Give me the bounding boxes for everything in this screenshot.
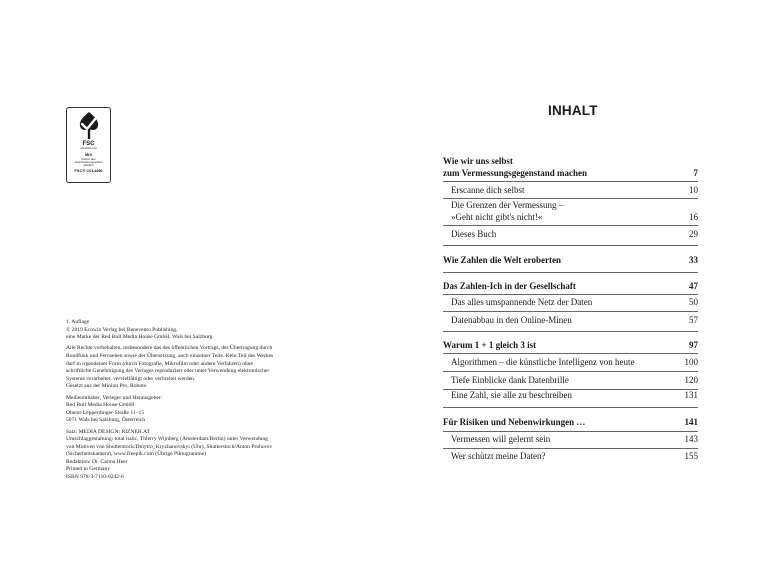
toc-title-line: »Geht nicht gibt's nicht!«: [451, 211, 543, 222]
toc-entry-title: Eine Zahl, sie alle zu beschreiben: [451, 390, 572, 400]
imprint-line: (Sicherheitskamera), www.freepik.com (Übrige Piktogramme): [66, 451, 207, 458]
imprint-line: Rundfunk und Fernsehen sowie der Übersetzung, auch einzelner Teile. Kein Teil des Werkes: [66, 352, 274, 359]
imprint-line: Systeme verarbeitet, vervielfältigt oder verbreitet werden.: [66, 375, 196, 382]
toc-chapter-title: Für Risiken und Nebenwirkungen …: [443, 417, 586, 427]
toc-chapter-title: Wie Zahlen die Welt eroberten: [443, 255, 561, 265]
toc-page-number: 143: [684, 434, 698, 444]
toc-entry[interactable]: [443, 200, 698, 223]
imprint-edition: [66, 319, 328, 342]
toc-entry[interactable]: [443, 229, 698, 241]
imprint-line: Redaktion: Dr. Carina Heer: [66, 458, 128, 465]
toc-page-number: 16: [689, 211, 698, 222]
toc-entry[interactable]: [443, 434, 698, 446]
toc-page-number: 120: [684, 375, 698, 385]
imprint-line: Oberst-Lepperdinger-Straße 11–15: [66, 409, 145, 416]
toc-divider: [443, 353, 698, 354]
imprint-line: Umschlaggestaltung: total italic, Thierry Wijnberg (Amsterdam/Berlin) unter Verwendung: [66, 436, 268, 443]
imprint-line: darf in irgendeiner Form (durch Fotografie, Mikrofilm oder andere Verfahren) ohne: [66, 360, 253, 367]
toc-chapter[interactable]: [443, 417, 698, 429]
toc-entry[interactable]: [443, 451, 698, 463]
toc-page-number: 29: [689, 229, 698, 239]
toc-chapter-title: [443, 156, 698, 179]
toc-page-number: 100: [684, 357, 698, 367]
toc-page-number: 57: [689, 315, 698, 325]
toc-page-number: 141: [684, 417, 698, 427]
toc-divider: [443, 294, 698, 295]
toc-divider: [443, 407, 698, 408]
toc-page-number: 97: [689, 340, 698, 350]
imprint-line: ISBN 978-3-7110-0242-6: [66, 474, 124, 481]
toc-entry[interactable]: [443, 357, 698, 369]
imprint-line: Medieninhaber, Verleger und Herausgeber:: [66, 394, 163, 401]
toc-entry[interactable]: [443, 390, 698, 402]
toc-divider: [443, 431, 698, 432]
imprint-line: Red Bull Media House GmbH: [66, 402, 135, 409]
toc-divider: [443, 225, 698, 226]
fsc-description: Papier aus verantwortungsvollen Quellen: [74, 156, 103, 167]
toc-page-number: 33: [689, 255, 698, 265]
toc-entry-title: Vermessen will gelernt sein: [451, 434, 551, 444]
fsc-logo: [66, 107, 111, 183]
toc-page-number: 47: [689, 281, 698, 291]
toc-chapter[interactable]: [443, 156, 698, 179]
imprint-line: eine Marke der Red Bull Media House GmbH, Wals bei Salzburg: [66, 334, 213, 341]
toc-chapter-title: Warum 1 + 1 gleich 3 ist: [443, 340, 537, 350]
imprint-line: © 2019 Ecowin Verlag bei Benevento Publishing,: [66, 326, 178, 333]
imprint-line: Satz: MEDIA DESIGN: RIZNER.AT: [66, 428, 150, 435]
imprint-owner: [66, 395, 328, 425]
toc-chapter[interactable]: [443, 340, 698, 352]
fsc-title: FSC: [82, 141, 95, 147]
toc-page-number: 7: [693, 167, 698, 178]
toc-divider: [443, 331, 698, 332]
toc-divider: [443, 198, 698, 199]
toc-entry[interactable]: [443, 375, 698, 387]
toc-entry-title: Erscanne dich selbst: [451, 185, 525, 195]
toc-chapter[interactable]: [443, 255, 698, 267]
imprint-line: von Motiven von Shutterstock/Dmytro_Kryzhanovskyi (Uhr), Shutterstock/Anton Prohorov: [66, 443, 273, 450]
toc-divider: [443, 245, 698, 246]
toc-entry-title: Das alles umspannende Netz der Daten: [451, 297, 593, 307]
toc-entry[interactable]: [443, 315, 698, 327]
toc-divider: [443, 448, 698, 449]
toc-heading: INHALT: [548, 103, 598, 118]
toc-title-line: Wie wir uns selbst: [443, 156, 513, 166]
imprint-line: Printed in Germany: [66, 466, 111, 473]
toc-divider: [443, 181, 698, 182]
imprint-line: Alle Rechte vorbehalten, insbesondere das des öffentlichen Vortrags, der Übertragung durch: [66, 345, 273, 352]
toc-chapter-title: Das Zahlen-Ich in der Gesellschaft: [443, 281, 576, 291]
imprint-line: 1. Auflage: [66, 319, 90, 325]
fsc-url: www.fsc.org: [80, 146, 97, 151]
imprint-credits: [66, 429, 328, 482]
toc-page-number: 10: [689, 185, 698, 195]
imprint: [66, 319, 328, 485]
toc-entry[interactable]: [443, 185, 698, 197]
fsc-tree-checkmark-icon: [76, 111, 102, 141]
toc-divider: [443, 311, 698, 312]
toc-divider: [443, 272, 698, 273]
fsc-code: FSC® C014496: [74, 168, 103, 174]
toc-page-number: 131: [684, 390, 698, 400]
toc-entry-title: Tiefe Einblicke dank Datenbrille: [451, 375, 569, 385]
toc-entry-title: Datenabbau in den Online-Minen: [451, 315, 572, 325]
toc-title-line: zum Vermessungsgegenstand machen: [443, 167, 588, 178]
toc-title-line: Die Grenzen der Vermessung –: [451, 200, 564, 210]
toc-entry-title: [443, 200, 698, 223]
toc-entry-title: Wer schützt meine Daten?: [451, 451, 546, 461]
imprint-line: 5071 Wals bei Salzburg, Österreich: [66, 417, 146, 424]
fsc-mix-label: MIX: [84, 152, 93, 158]
imprint-rights: [66, 345, 328, 391]
imprint-line: schriftliche Genehmigung des Verlages reproduziert oder unter Verwendung elektronischer: [66, 368, 270, 375]
toc-entry-title: Algorithmen – die künstliche Intelligenz von heute: [451, 357, 635, 367]
toc-chapter[interactable]: [443, 281, 698, 293]
toc-divider: [443, 371, 698, 372]
toc-page-number: 50: [689, 297, 698, 307]
toc-entry-title: Dieses Buch: [451, 229, 497, 239]
imprint-line: Gesetzt aus der Minion Pro, Roboto: [66, 383, 147, 390]
toc-page-number: 155: [684, 451, 698, 461]
toc-entry[interactable]: [443, 297, 698, 309]
